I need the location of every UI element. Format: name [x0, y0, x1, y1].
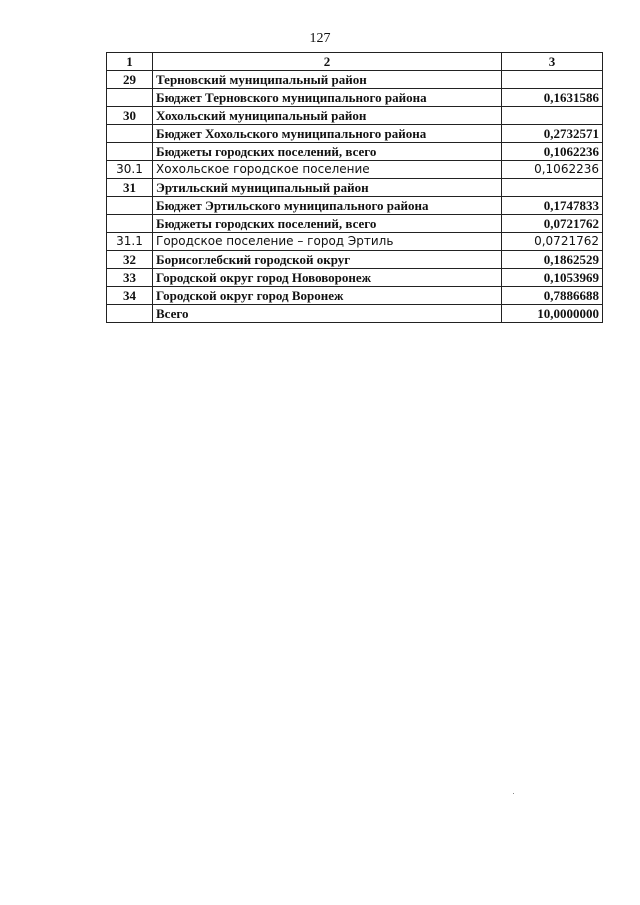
page-number: 127	[309, 31, 331, 46]
row-value-cell: 0,1062236	[502, 161, 603, 179]
table-row	[107, 251, 603, 269]
row-number-cell	[107, 143, 153, 161]
row-value-cell: 0,7886688	[502, 287, 603, 305]
row-name-cell: Городское поселение – город Эртиль	[153, 233, 502, 251]
row-number-cell: 31.1	[107, 233, 153, 251]
row-name-cell: Бюджет Хохольского муниципального района	[153, 125, 502, 143]
row-name-cell: Бюджеты городских поселений, всего	[153, 215, 502, 233]
row-number-cell: 30.1	[107, 161, 153, 179]
table-row	[107, 197, 603, 215]
row-name-cell: Городской округ город Воронеж	[153, 287, 502, 305]
table-row	[107, 161, 603, 179]
budget-distribution-table	[106, 52, 603, 323]
table-row	[107, 269, 603, 287]
row-name-cell: Бюджет Терновского муниципального района	[153, 89, 502, 107]
row-number-cell: 31	[107, 179, 153, 197]
column-header-value: 3	[502, 53, 603, 71]
table-body	[107, 71, 603, 323]
row-value-cell: 0,2732571	[502, 125, 603, 143]
row-number-cell: 29	[107, 71, 153, 89]
row-name-cell: Бюджеты городских поселений, всего	[153, 143, 502, 161]
row-value-cell	[502, 107, 603, 125]
table-row	[107, 305, 603, 323]
row-number-cell	[107, 215, 153, 233]
row-name-cell: Борисоглебский городской округ	[153, 251, 502, 269]
table-row	[107, 287, 603, 305]
table-row	[107, 107, 603, 125]
table-header-row	[107, 53, 603, 71]
table-row	[107, 233, 603, 251]
table-row	[107, 179, 603, 197]
row-number-cell: 30	[107, 107, 153, 125]
row-name-cell: Хохольское городское поселение	[153, 161, 502, 179]
table-row	[107, 125, 603, 143]
row-value-cell: 0,1062236	[502, 143, 603, 161]
row-value-cell: 0,1631586	[502, 89, 603, 107]
row-number-cell	[107, 89, 153, 107]
row-name-cell: Городской округ город Нововоронеж	[153, 269, 502, 287]
row-number-cell: 32	[107, 251, 153, 269]
row-value-cell: 10,0000000	[502, 305, 603, 323]
row-name-cell: Всего	[153, 305, 502, 323]
table-row	[107, 143, 603, 161]
row-value-cell: 0,1053969	[502, 269, 603, 287]
table-row	[107, 215, 603, 233]
row-value-cell: 0,1862529	[502, 251, 603, 269]
row-number-cell	[107, 305, 153, 323]
row-name-cell: Бюджет Эртильского муниципального района	[153, 197, 502, 215]
row-value-cell	[502, 179, 603, 197]
table-row	[107, 89, 603, 107]
row-value-cell: 0,1747833	[502, 197, 603, 215]
row-name-cell: Хохольский муниципальный район	[153, 107, 502, 125]
row-number-cell: 33	[107, 269, 153, 287]
row-number-cell: 34	[107, 287, 153, 305]
row-value-cell	[502, 71, 603, 89]
table-row	[107, 71, 603, 89]
column-header-number: 1	[107, 53, 153, 71]
scan-speck	[513, 793, 514, 794]
row-value-cell: 0,0721762	[502, 215, 603, 233]
column-header-name: 2	[153, 53, 502, 71]
row-name-cell: Терновский муниципальный район	[153, 71, 502, 89]
row-number-cell	[107, 197, 153, 215]
row-name-cell: Эртильский муниципальный район	[153, 179, 502, 197]
row-value-cell: 0,0721762	[502, 233, 603, 251]
row-number-cell	[107, 125, 153, 143]
